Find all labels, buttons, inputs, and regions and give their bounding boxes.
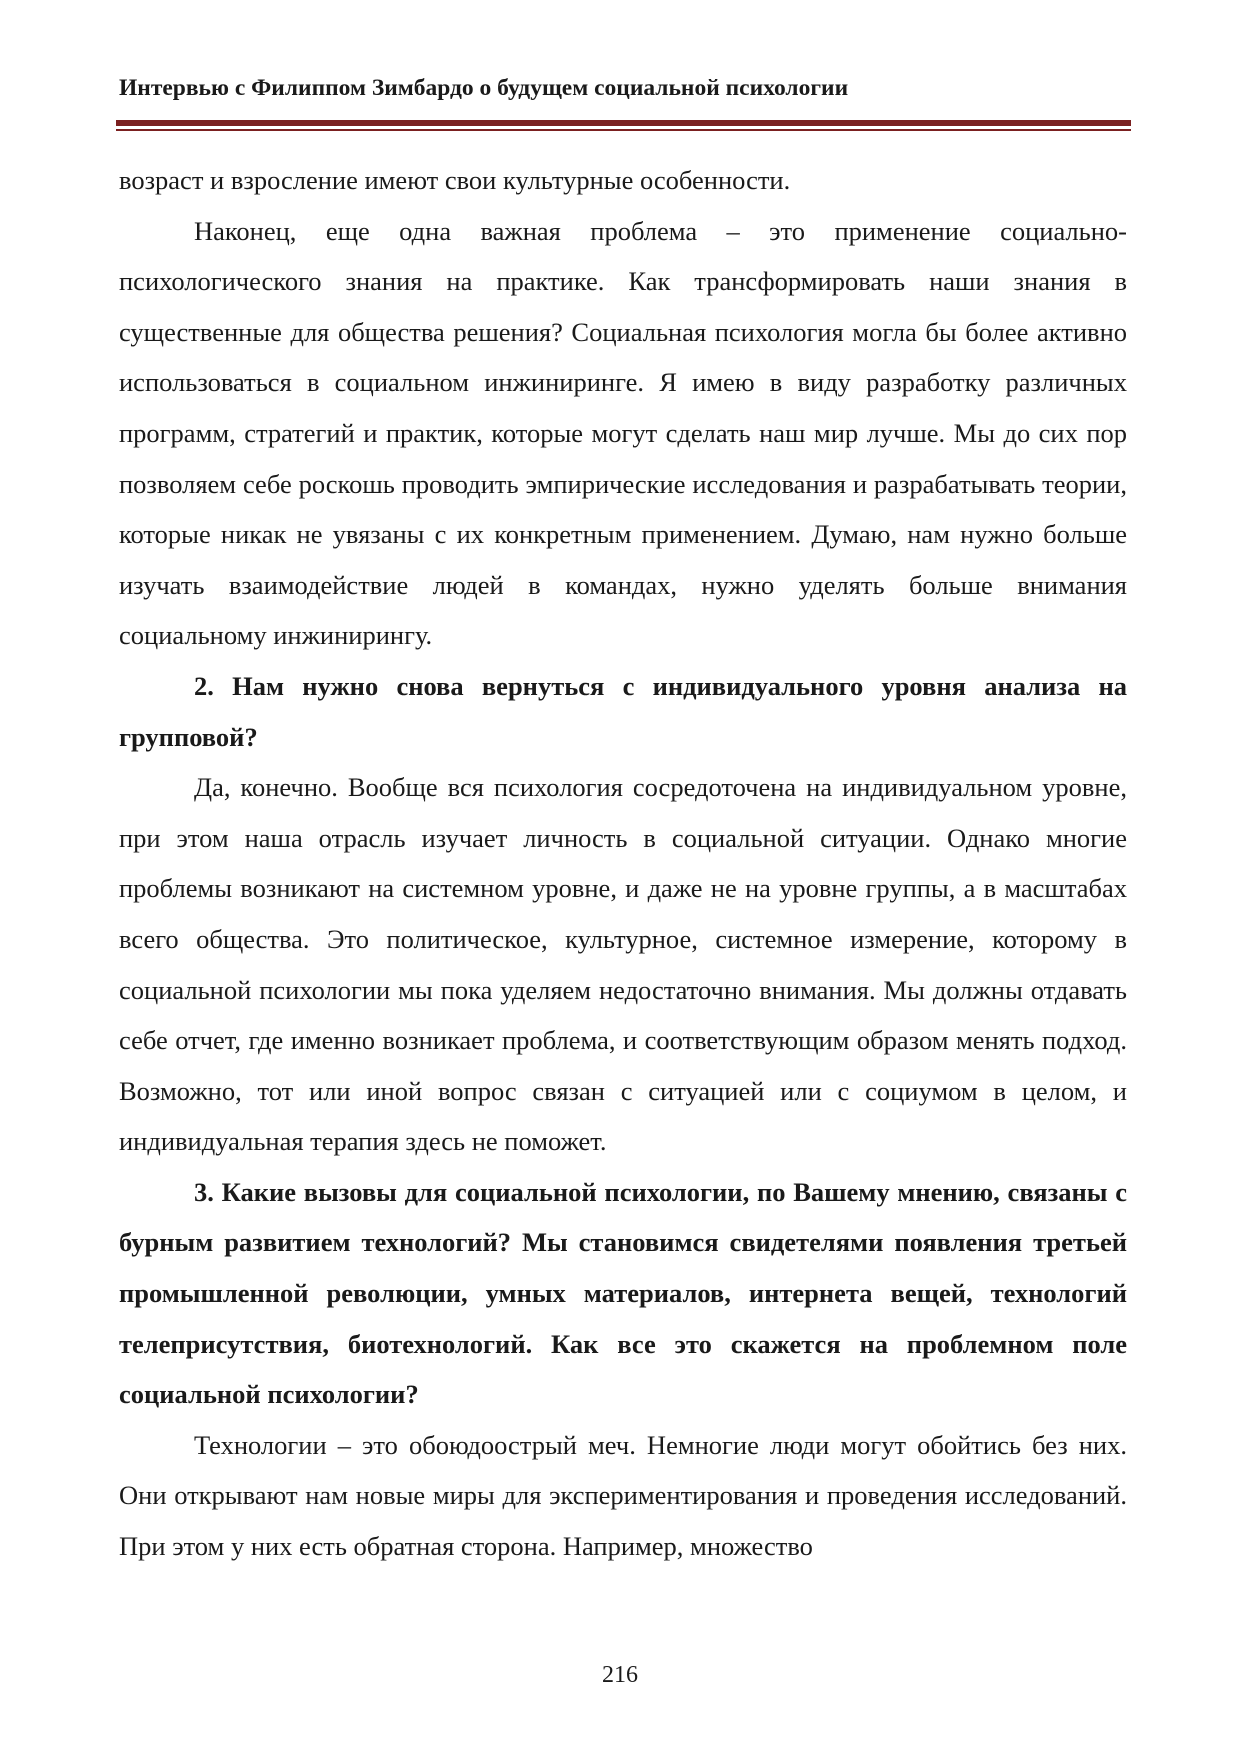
paragraph-answer: Да, конечно. Вообще вся психология сосредоточена на индивидуальном уровне, при этом наша отрасль изучает личность в социальной ситуации. Однако многие проблемы возникают на системном уровне, и даже не на уровне группы, а в масштабах всего общества. Это политическое, культурное, системное измерение, которому в социальной психологии мы пока уделяем недостаточно внимания. Мы должны отдавать себе отчет, где именно возникает проблема, и соответствующим образом менять подход. Возможно, тот или иной вопрос связан с ситуацией или с социумом в целом, и индивидуальная терапия здесь не поможет. — [119, 772, 1127, 1157]
paragraph-answer: Наконец, еще одна важная проблема – это применение социально-психологического знания на практике. Как трансформировать наши знания в существенные для общества решения? Социальная психология могла бы более активно использоваться в социальном инжиниринге. Я имею в виду разработку различных программ, стратегий и практик, которые могут сделать наш мир лучше. Мы до сих пор позволяем себе роскошь проводить эмпирические исследования и разрабатывать теории, которые никак не увязаны с их конкретным применением. Думаю, нам нужно больше изучать взаимодействие людей в командах, нужно уделять больше внимания социальному инжинирингу. — [119, 215, 1127, 651]
header-rule-thin — [116, 129, 1131, 131]
header-rule-thick — [116, 120, 1131, 126]
page-body — [119, 155, 1127, 1572]
paragraph-continuation: возраст и взросление имеют свои культурные особенности. — [119, 165, 791, 195]
page-number: 216 — [602, 1662, 638, 1688]
paragraph-question: 2. Нам нужно снова вернуться с индивидуального уровня анализа на групповой? — [119, 670, 1127, 752]
running-header: Интервью с Филиппом Зимбардо о будущем социальной психологии — [119, 75, 849, 101]
paragraph-question: 3. Какие вызовы для социальной психологии, по Вашему мнению, связаны с бурным развитием технологий? Мы становимся свидетелями появления третьей промышленной революции, умных материалов, интернета вещей, технологий телеприсутствия, биотехнологий. Как все это скажется на проблемном поле социальной психологии? — [119, 1176, 1127, 1410]
paragraph-answer: Технологии – это обоюдоострый меч. Немногие люди могут обойтись без них. Они открывают нам новые миры для экспериментирования и проведения исследований. При этом у них есть обратная сторона. Например, множество — [119, 1429, 1127, 1562]
